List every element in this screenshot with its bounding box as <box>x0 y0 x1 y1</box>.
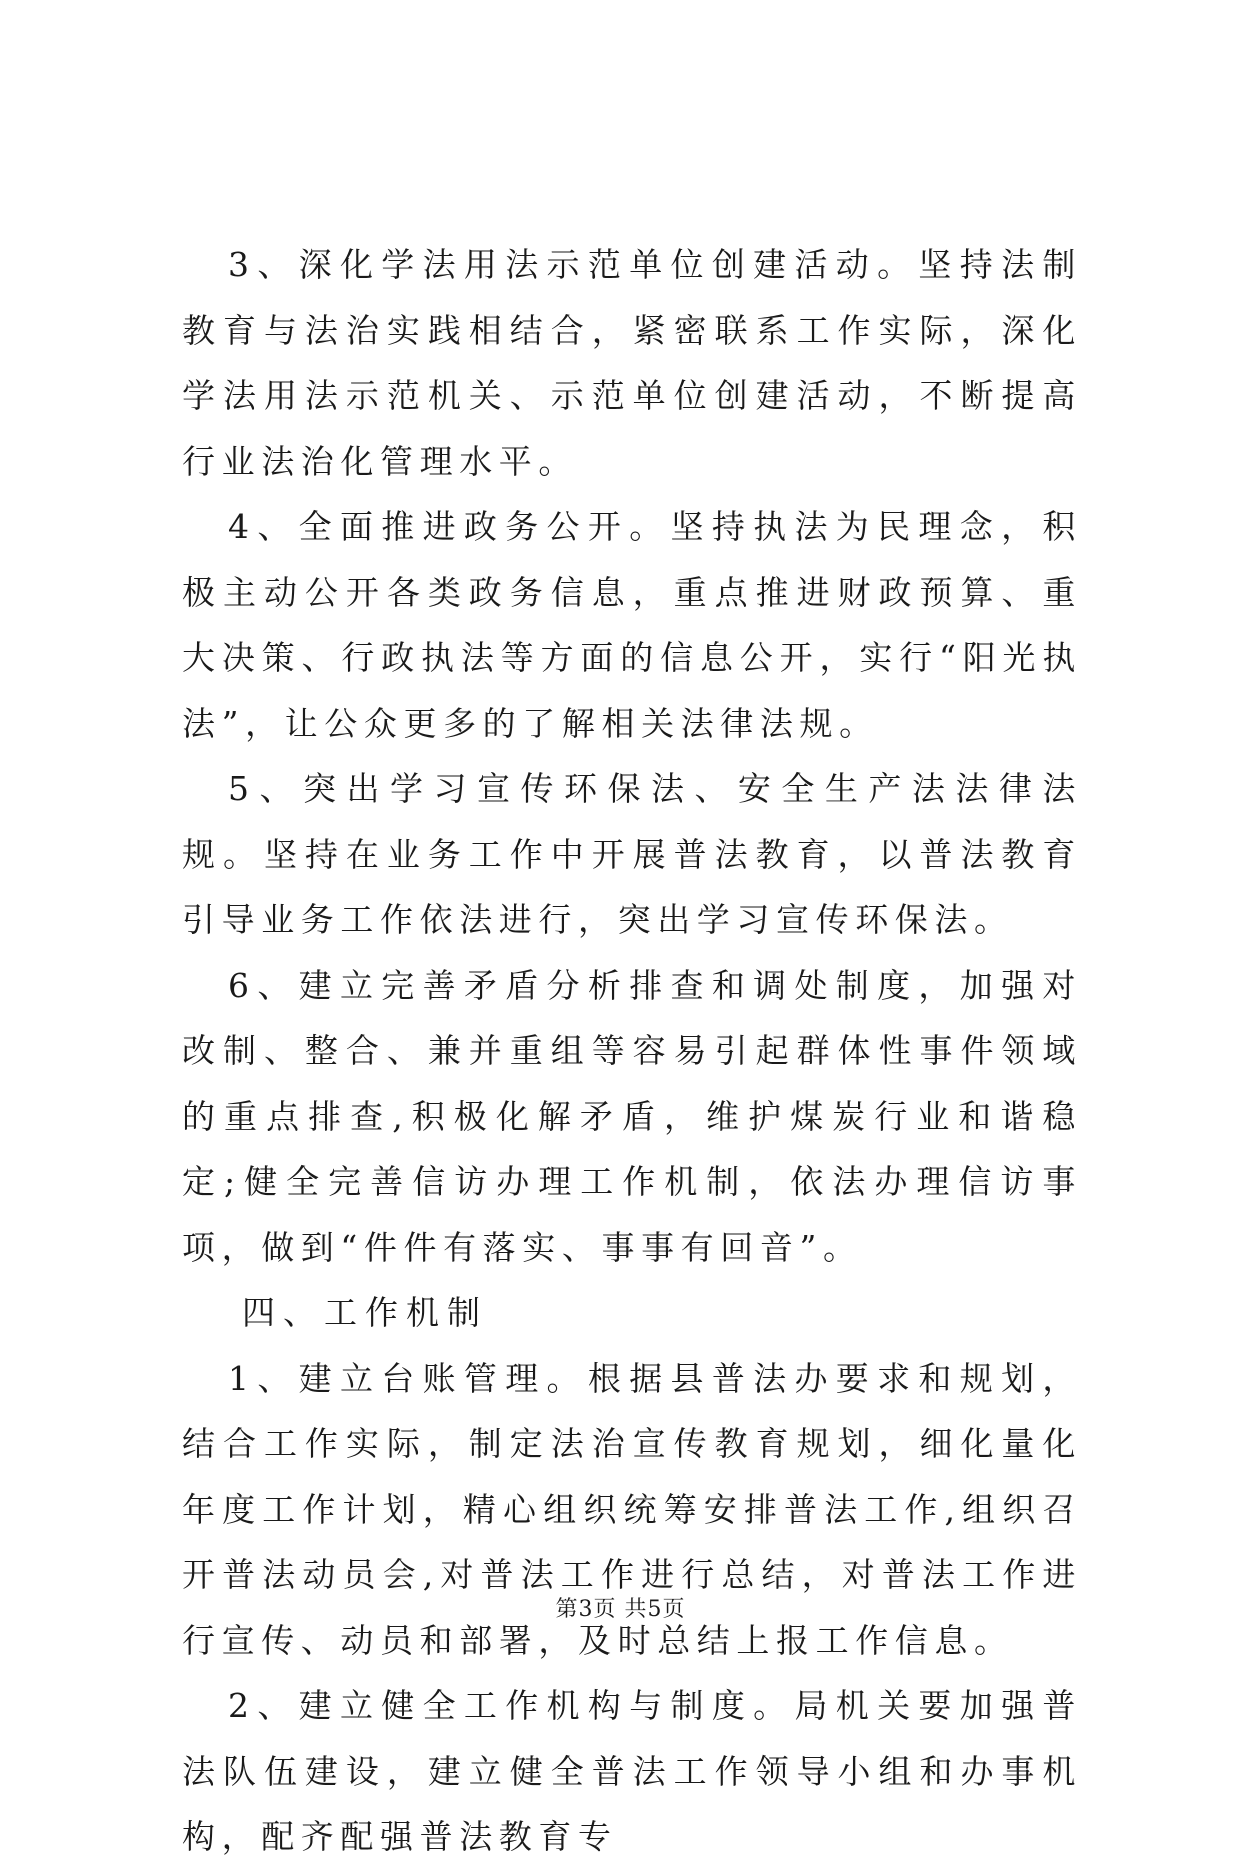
paragraph-item-5: 5、突出学习宣传环保法、安全生产法法律法规。坚持在业务工作中开展普法教育，以普法教育引导业务工作依法进行，突出学习宣传环保法。 <box>182 769 1082 939</box>
paragraph-item-6: 6、建立完善矛盾分析排查和调处制度，加强对改制、整合、兼并重组等容易引起群体性事件领域的重点排查,积极化解矛盾，维护煤炭行业和谐稳定;健全完善信访办理工作机制，依法办理信访事项，做到“件件有落实、事事有回音”。 <box>182 965 1082 1267</box>
paragraph-item-4: 4、全面推进政务公开。坚持执法为民理念，积极主动公开各类政务信息，重点推进财政预算、重大决策、行政执法等方面的信息公开，实行“阳光执法”，让公众更多的了解相关法律法规。 <box>182 507 1082 743</box>
paragraph-mechanism-2: 2、建立健全工作机构与制度。局机关要加强普法队伍建设，建立健全普法工作领导小组和办事机构，配齐配强普法教育专 <box>182 1686 1082 1856</box>
section-heading-work-mechanism: 四、工作机制 <box>242 1293 488 1332</box>
paragraph-item-3: 3、深化学法用法示范单位创建活动。坚持法制教育与法治实践相结合，紧密联系工作实际，深化学法用法示范机关、示范单位创建活动，不断提高行业法治化管理水平。 <box>182 245 1082 481</box>
document-body <box>182 232 1082 1870</box>
page-number-footer: 第3页 共5页 <box>555 1597 686 1622</box>
paragraph-mechanism-1: 1、建立台账管理。根据县普法办要求和规划，结合工作实际，制定法治宣传教育规划，细化量化年度工作计划，精心组织统筹安排普法工作,组织召开普法动员会,对普法工作进行总结，对普法工作进行宣传、动员和部署，及时总结上报工作信息。 <box>182 1358 1082 1660</box>
